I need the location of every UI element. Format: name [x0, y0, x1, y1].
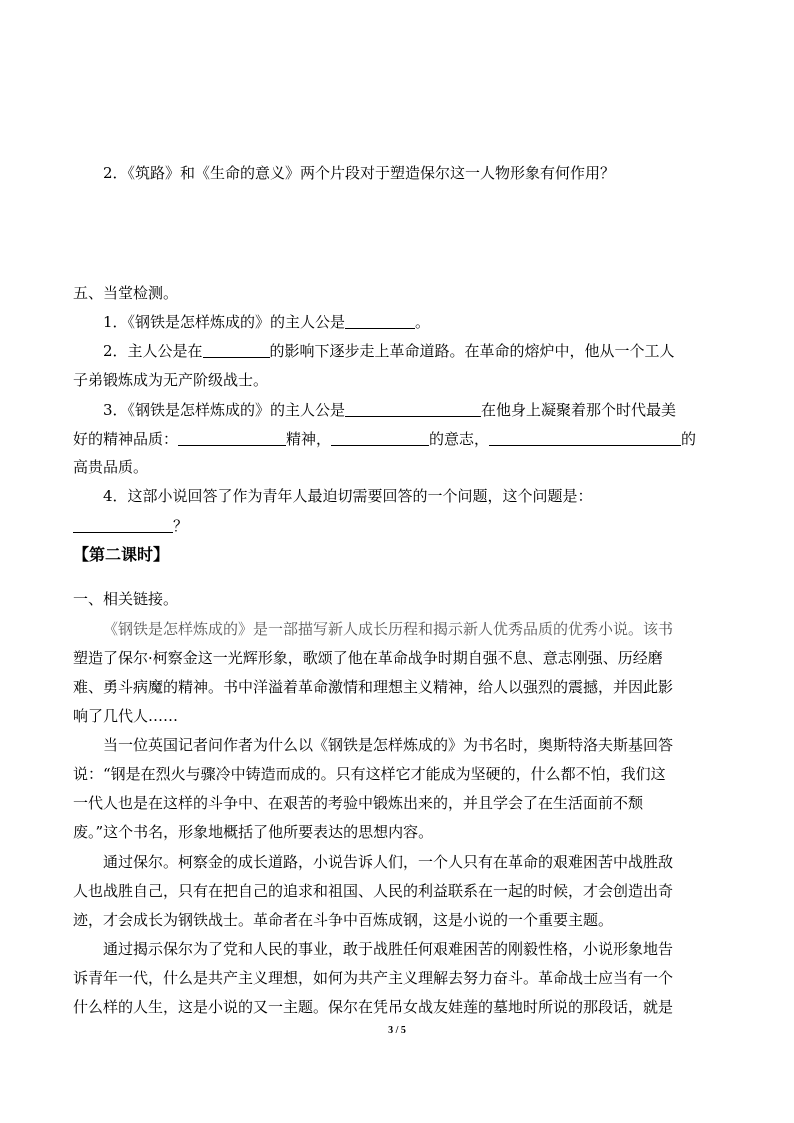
q2-blank[interactable] [203, 341, 270, 358]
para-4-line-1: 通过揭示保尔为了党和人民的事业，敢于战胜任何艰难困苦的刚毅性格，小说形象地告 [103, 940, 674, 958]
check-question-3-line3: 高贵品质。 [73, 458, 149, 476]
check-question-2 [103, 341, 675, 361]
q3-l2c: 的意志， [429, 430, 490, 448]
check-question-1 [103, 312, 430, 332]
para-1-line-3: 难、勇斗病魔的精神。书中洋溢着革命激情和理想主义精神，给人以强烈的震撼，并因此影 [73, 678, 674, 696]
para-1-line-4: 响了几代人…… [73, 707, 179, 725]
para-1-line-1: 《钢铁是怎样炼成的》是一部描写新人成长历程和揭示新人优秀品质的优秀小说。该书 [103, 620, 674, 638]
q1-blank[interactable] [345, 312, 415, 329]
q3-blank-4[interactable] [489, 429, 681, 446]
q2-text-rest: 的影响下逐步走上革命道路。在革命的熔炉中，他从一个工人 [269, 342, 675, 360]
q3-text: 3．《钢铁是怎样炼成的》的主人公是 [103, 401, 346, 419]
page-number: 3 / 5 [388, 1025, 406, 1036]
check-question-2-cont: 子弟锻炼成为无产阶级战士。 [73, 371, 269, 389]
check-question-3-line2 [73, 429, 696, 449]
para-4-line-2: 诉青年一代，什么是共产主义理想，如何为共产主义理解去努力奋斗。革命战士应当有一个 [73, 969, 674, 987]
check-question-4-line2 [73, 516, 188, 536]
section-1-heading: 一、相关链接。 [73, 590, 179, 608]
para-2-line-2: 说：“钢是在烈火与骤冷中铸造而成的。只有这样它才能成为坚硬的，什么都不怕，我们这 [73, 765, 666, 783]
para-4-line-3: 什么样的人生，这是小说的又一主题。保尔在凭吊女战友娃莲的墓地时所说的那段话，就是 [73, 998, 674, 1016]
q4-end: ？ [173, 517, 189, 535]
para-1-line-2: 塑造了保尔·柯察金这一光辉形象，歌颂了他在革命战争时期自强不息、意志刚强、历经磨 [73, 649, 663, 667]
para-2-line-3: 一代人也是在这样的斗争中、在艰苦的考验中锻炼出来的，并且学会了在生活面前不颓 [73, 794, 644, 812]
para-2-line-1: 当一位英国记者问作者为什么以《钢铁是怎样炼成的》为书名时，奥斯特洛夫斯基回答 [103, 736, 674, 754]
q2-text: 2．主人公是在 [103, 342, 203, 360]
lesson-2-title: 【第二课时】 [73, 545, 170, 564]
q3-blank-2[interactable] [178, 429, 286, 446]
check-question-4: 4．这部小说回答了作为青年人最迫切需要回答的一个问题，这个问题是： [103, 487, 593, 505]
question-2: 2．《筑路》和《生命的意义》两个片段对于塑造保尔这一人物形象有何作用？ [103, 164, 616, 182]
para-3-line-1: 通过保尔。柯察金的成长道路，小说告诉人们，一个人只有在革命的艰难困苦中战胜敌 [103, 853, 674, 871]
q3-blank-1[interactable] [345, 400, 481, 417]
q1-end: 。 [415, 313, 431, 331]
q3-l2a: 好的精神品质： [73, 430, 179, 448]
q3-text-rest: 在他身上凝聚着那个时代最美 [481, 401, 677, 419]
q1-text: 1．《钢铁是怎样炼成的》的主人公是 [103, 313, 346, 331]
check-question-3 [103, 400, 676, 420]
para-2-line-4: 废。”这个书名，形象地概括了他所要表达的思想内容。 [73, 823, 434, 841]
para-3-line-2: 人也战胜自己，只有在把自己的追求和祖国、人民的利益联系在一起的时候，才会创造出奇 [73, 882, 674, 900]
q3-l2b: 精神， [286, 430, 332, 448]
q3-blank-3[interactable] [331, 429, 429, 446]
section-5-heading: 五、当堂检测。 [73, 284, 179, 302]
q4-blank[interactable] [73, 516, 173, 533]
q3-l2d: 的 [681, 430, 697, 448]
para-3-line-3: 迹，才会成长为钢铁战士。革命者在斗争中百炼成钢，这是小说的一个重要主题。 [73, 911, 614, 929]
